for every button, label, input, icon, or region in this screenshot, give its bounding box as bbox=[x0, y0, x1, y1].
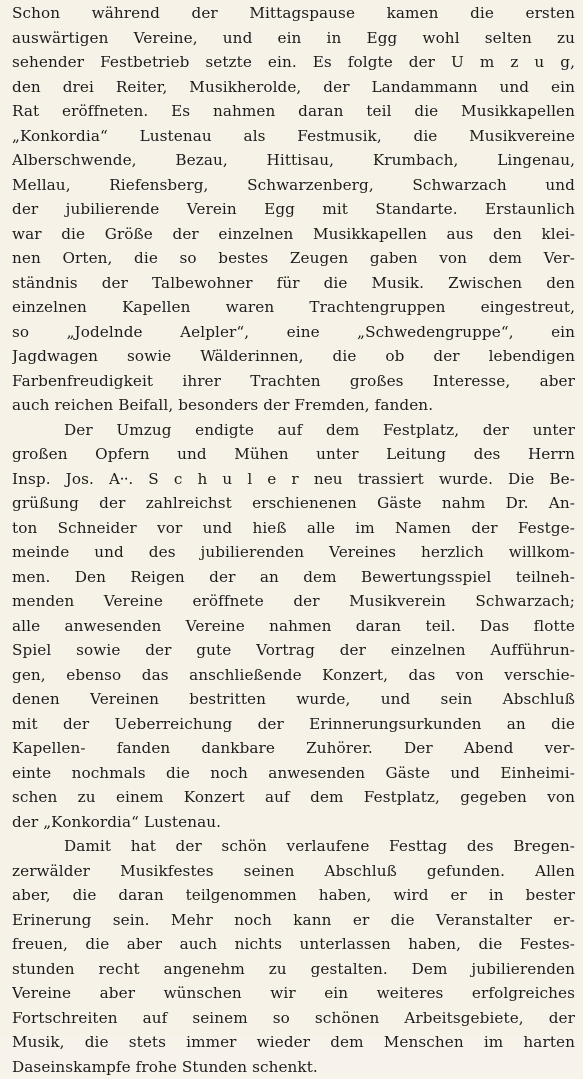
text-line: gen, ebenso das anschließende Konzert, das von verschie- bbox=[12, 663, 575, 688]
text-line: der jubilierende Verein Egg mit Standarte. Erstaunlich bbox=[12, 197, 575, 222]
text-line: großen Opfern und Mühen unter Leitung des Herrn bbox=[12, 442, 575, 467]
text-line: Damit hat der schön verlaufene Festtag des Bregen- bbox=[12, 834, 575, 859]
text-line: sehender Festbetrieb setzte ein. Es folgte der U m z u g, bbox=[12, 50, 575, 75]
text-line: grüßung der zahlreichst erschienenen Gäste nahm Dr. An- bbox=[12, 491, 575, 516]
text-line: ständnis der Talbewohner für die Musik. Zwischen den bbox=[12, 271, 575, 296]
text-line: Spiel sowie der gute Vortrag der einzelnen Aufführun- bbox=[12, 638, 575, 663]
text-line: auch reichen Beifall, besonders der Fremden, fanden. bbox=[12, 393, 575, 418]
text-line: men. Den Reigen der an dem Bewertungsspiel teilneh- bbox=[12, 565, 575, 590]
text-line: Kapellen- fanden dankbare Zuhörer. Der Abend ver- bbox=[12, 736, 575, 761]
text-line: Vereine aber wünschen wir ein weiteres erfolgreiches bbox=[12, 981, 575, 1006]
text-line: meinde und des jubilierenden Vereines herzlich willkom- bbox=[12, 540, 575, 565]
paragraph-1 bbox=[12, 1, 575, 418]
text-line: Rat eröffneten. Es nahmen daran teil die Musikkapellen bbox=[12, 99, 575, 124]
paragraph-2 bbox=[12, 418, 575, 835]
text-line: Erinerung sein. Mehr noch kann er die Veranstalter er- bbox=[12, 908, 575, 933]
text-line: Insp. Jos. A⸱⸱. S c h u l e r neu trassiert wurde. Die Be- bbox=[12, 467, 575, 492]
text-line: einte nochmals die noch anwesenden Gäste und Einheimi- bbox=[12, 761, 575, 786]
text-line: einzelnen Kapellen waren Trachtengruppen eingestreut, bbox=[12, 295, 575, 320]
text-line: Daseinskampfe frohe Stunden schenkt. bbox=[12, 1055, 575, 1079]
article-body bbox=[12, 1, 575, 1079]
text-line: Farbenfreudigkeit ihrer Trachten großes Interesse, aber bbox=[12, 369, 575, 394]
text-line: nen Orten, die so bestes Zeugen gaben von dem Ver- bbox=[12, 246, 575, 271]
text-line: denen Vereinen bestritten wurde, und sein Abschluß bbox=[12, 687, 575, 712]
text-line: freuen, die aber auch nichts unterlassen haben, die Festes- bbox=[12, 932, 575, 957]
paragraph-3 bbox=[12, 834, 575, 1079]
text-line: Musik, die stets immer wieder dem Menschen im harten bbox=[12, 1030, 575, 1055]
text-line: stunden recht angenehm zu gestalten. Dem jubilierenden bbox=[12, 957, 575, 982]
text-line: Alberschwende, Bezau, Hittisau, Krumbach, Lingenau, bbox=[12, 148, 575, 173]
text-line: Jagdwagen sowie Wälderinnen, die ob der lebendigen bbox=[12, 344, 575, 369]
text-line: schen zu einem Konzert auf dem Festplatz, gegeben von bbox=[12, 785, 575, 810]
text-line: den drei Reiter, Musikherolde, der Landammann und ein bbox=[12, 75, 575, 100]
text-line: der „Konkordia“ Lustenau. bbox=[12, 810, 575, 835]
text-line: alle anwesenden Vereine nahmen daran teil. Das flotte bbox=[12, 614, 575, 639]
text-line: ton Schneider vor und hieß alle im Namen der Festge- bbox=[12, 516, 575, 541]
text-line: Schon während der Mittagspause kamen die ersten bbox=[12, 1, 575, 26]
text-line: menden Vereine eröffnete der Musikverein Schwarzach; bbox=[12, 589, 575, 614]
text-line: Mellau, Riefensberg, Schwarzenberg, Schwarzach und bbox=[12, 173, 575, 198]
text-line: „Konkordia“ Lustenau als Festmusik, die Musikvereine bbox=[12, 124, 575, 149]
text-line: mit der Ueberreichung der Erinnerungsurkunden an die bbox=[12, 712, 575, 737]
text-line: war die Größe der einzelnen Musikkapellen aus den klei- bbox=[12, 222, 575, 247]
text-line: Der Umzug endigte auf dem Festplatz, der unter bbox=[12, 418, 575, 443]
text-line: zerwälder Musikfestes seinen Abschluß gefunden. Allen bbox=[12, 859, 575, 884]
text-line: aber, die daran teilgenommen haben, wird er in bester bbox=[12, 883, 575, 908]
text-line: auswärtigen Vereine, und ein in Egg wohl selten zu bbox=[12, 26, 575, 51]
text-line: Fortschreiten auf seinem so schönen Arbeitsgebiete, der bbox=[12, 1006, 575, 1031]
text-line: so „Jodelnde Aelpler“, eine „Schwedengruppe“, ein bbox=[12, 320, 575, 345]
